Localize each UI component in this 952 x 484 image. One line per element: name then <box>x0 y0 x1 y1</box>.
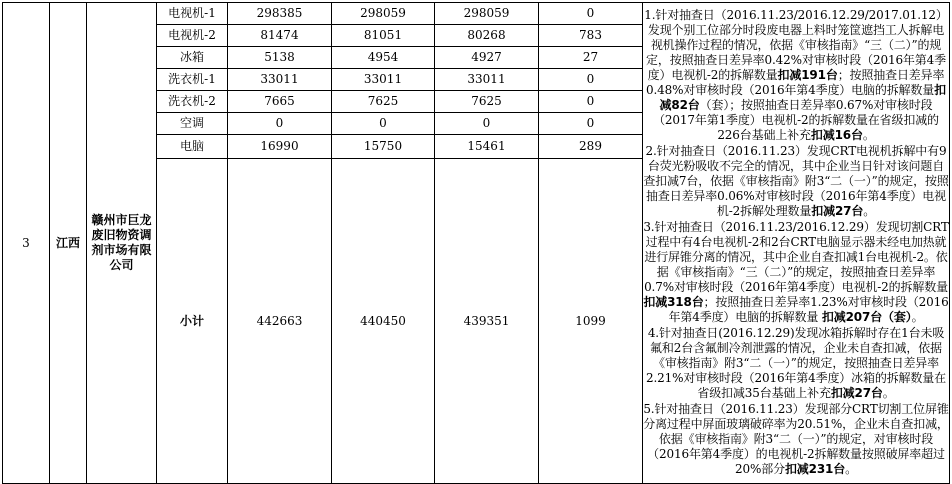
value-cell: 0 <box>539 113 643 135</box>
deduction-amount: 扣减82台 <box>659 83 946 112</box>
value-cell: 15461 <box>435 135 539 159</box>
deduction-amount: 扣减16台 <box>810 128 863 142</box>
value-cell: 7665 <box>228 91 332 113</box>
description-text: 4.针对抽查日(2016.12.29)发现冰箱拆解时存在1台未吸氟和2台含氟制冷剂泄露的情况，企业未自查扣减，依据《审核指南》附3“二（一）”的规定，按照抽查日差异率2.21%对审核时段（2016年第4季度）冰箱的拆解数量在省级扣减35台基础上补充 <box>646 326 946 400</box>
deduction-amount: 扣减318台 <box>643 295 704 309</box>
description-text: 。 <box>882 386 895 400</box>
subtotal-label: 小计 <box>157 159 228 484</box>
description-item-1 <box>643 8 949 143</box>
value-cell: 81474 <box>228 25 332 47</box>
value-cell: 4954 <box>332 47 435 69</box>
description-item-3 <box>643 220 949 325</box>
description-text: ；按照抽查日差异率1.23%对审核时段（2016年第4季度）电脑的拆解数量 <box>668 295 949 324</box>
audit-table <box>2 2 950 484</box>
description-text: 。 <box>862 128 875 142</box>
value-cell: 33011 <box>332 69 435 91</box>
value-cell: 298385 <box>228 3 332 25</box>
description-text: 。 <box>911 310 924 324</box>
value-cell: 4927 <box>435 47 539 69</box>
category-cell: 空调 <box>157 113 228 135</box>
description-text: 3.针对抽查日（2016.11.23/2016.12.29）发现切割CRT过程中有4台电视机-2和2台CRT电脑显示器未经电加热就进行屏锥分离的情况，其中企业自查扣减1台电视机-2。依据《审核指南》“三（二）”的规定，按照抽查日差异率0.7%对审核时段（2016年第4季度）电视机-2的拆解数量 <box>643 220 949 294</box>
subtotal-value: 1099 <box>539 159 643 484</box>
description-cell <box>643 3 950 484</box>
value-cell: 0 <box>332 113 435 135</box>
description-item-2 <box>643 144 949 219</box>
row-index: 3 <box>3 3 50 484</box>
category-cell: 冰箱 <box>157 47 228 69</box>
value-cell: 0 <box>228 113 332 135</box>
category-cell: 电视机-1 <box>157 3 228 25</box>
province-cell: 江西 <box>50 3 87 484</box>
value-cell: 16990 <box>228 135 332 159</box>
description-text: 2.针对抽查日（2016.11.23）发现CRT电视机拆解中有9台荧光粉吸收不完全的情况，其中企业当日针对该问题自查扣减7台，依据《审核指南》附3“二（一）”的规定，按照抽查日差异率0.06%对审核时段（2016年第4季度）电视机-2拆解处理数量 <box>643 144 949 218</box>
value-cell: 15750 <box>332 135 435 159</box>
deduction-amount: 扣减231台 <box>784 462 846 476</box>
value-cell: 5138 <box>228 47 332 69</box>
category-cell: 电视机-2 <box>157 25 228 47</box>
value-cell: 783 <box>539 25 643 47</box>
subtotal-value: 440450 <box>332 159 435 484</box>
value-cell: 289 <box>539 135 643 159</box>
value-cell: 7625 <box>435 91 539 113</box>
description-text: 。 <box>863 204 876 218</box>
table-row <box>3 3 950 25</box>
value-cell: 27 <box>539 47 643 69</box>
description-item-5 <box>643 402 949 477</box>
description-text: 5.针对抽查日（2016.11.23）发现部分CRT切割工位屏锥分离过程中屏面玻璃破碎率为20.51%，企业未自查扣减，依据《审核指南》附3“二（一）”的规定，对审核时段（2016年第4季度）的电视机-2拆解数量按照破屏率超过20%部分 <box>643 402 949 476</box>
deduction-amount: 扣减207台（套） <box>821 310 912 324</box>
value-cell: 0 <box>539 3 643 25</box>
description-text: 。 <box>845 462 857 476</box>
value-cell: 80268 <box>435 25 539 47</box>
company-name: 赣州市巨龙废旧物资调剂市场有限公司 <box>87 3 157 484</box>
description-text: （套）；按照抽查日差异率0.67%对审核时段（2017年第1季度）电视机-2的拆解数量在省级扣减的226台基础上补充 <box>653 98 939 142</box>
deduction-amount: 扣减191台 <box>777 68 838 82</box>
value-cell: 0 <box>539 69 643 91</box>
subtotal-value: 442663 <box>228 159 332 484</box>
value-cell: 298059 <box>332 3 435 25</box>
description-text: ；按照抽查日差异率0.48%对审核时段（2016年第4季度）电脑的拆解数量 <box>646 68 945 97</box>
value-cell: 7625 <box>332 91 435 113</box>
deduction-amount: 扣减27台 <box>830 386 883 400</box>
subtotal-value: 439351 <box>435 159 539 484</box>
value-cell: 298059 <box>435 3 539 25</box>
value-cell: 33011 <box>435 69 539 91</box>
category-cell: 洗衣机-1 <box>157 69 228 91</box>
description-text: 1.针对抽查日（2016.11.23/2016.12.29/2017.01.12）发现个别工位部分时段废电器上料时笼筐遮挡工人拆解电视机操作过程的情况，依据《审核指南》“三（二）”的规定，按照抽查日差异率0.42%对审核时段（2016年第4季度）电视机-2的拆解数量 <box>644 8 948 82</box>
value-cell: 81051 <box>332 25 435 47</box>
value-cell: 0 <box>435 113 539 135</box>
value-cell: 0 <box>539 91 643 113</box>
category-cell: 洗衣机-2 <box>157 91 228 113</box>
category-cell: 电脑 <box>157 135 228 159</box>
value-cell: 33011 <box>228 69 332 91</box>
description-item-4 <box>643 326 949 401</box>
deduction-amount: 扣减27台 <box>811 204 864 218</box>
